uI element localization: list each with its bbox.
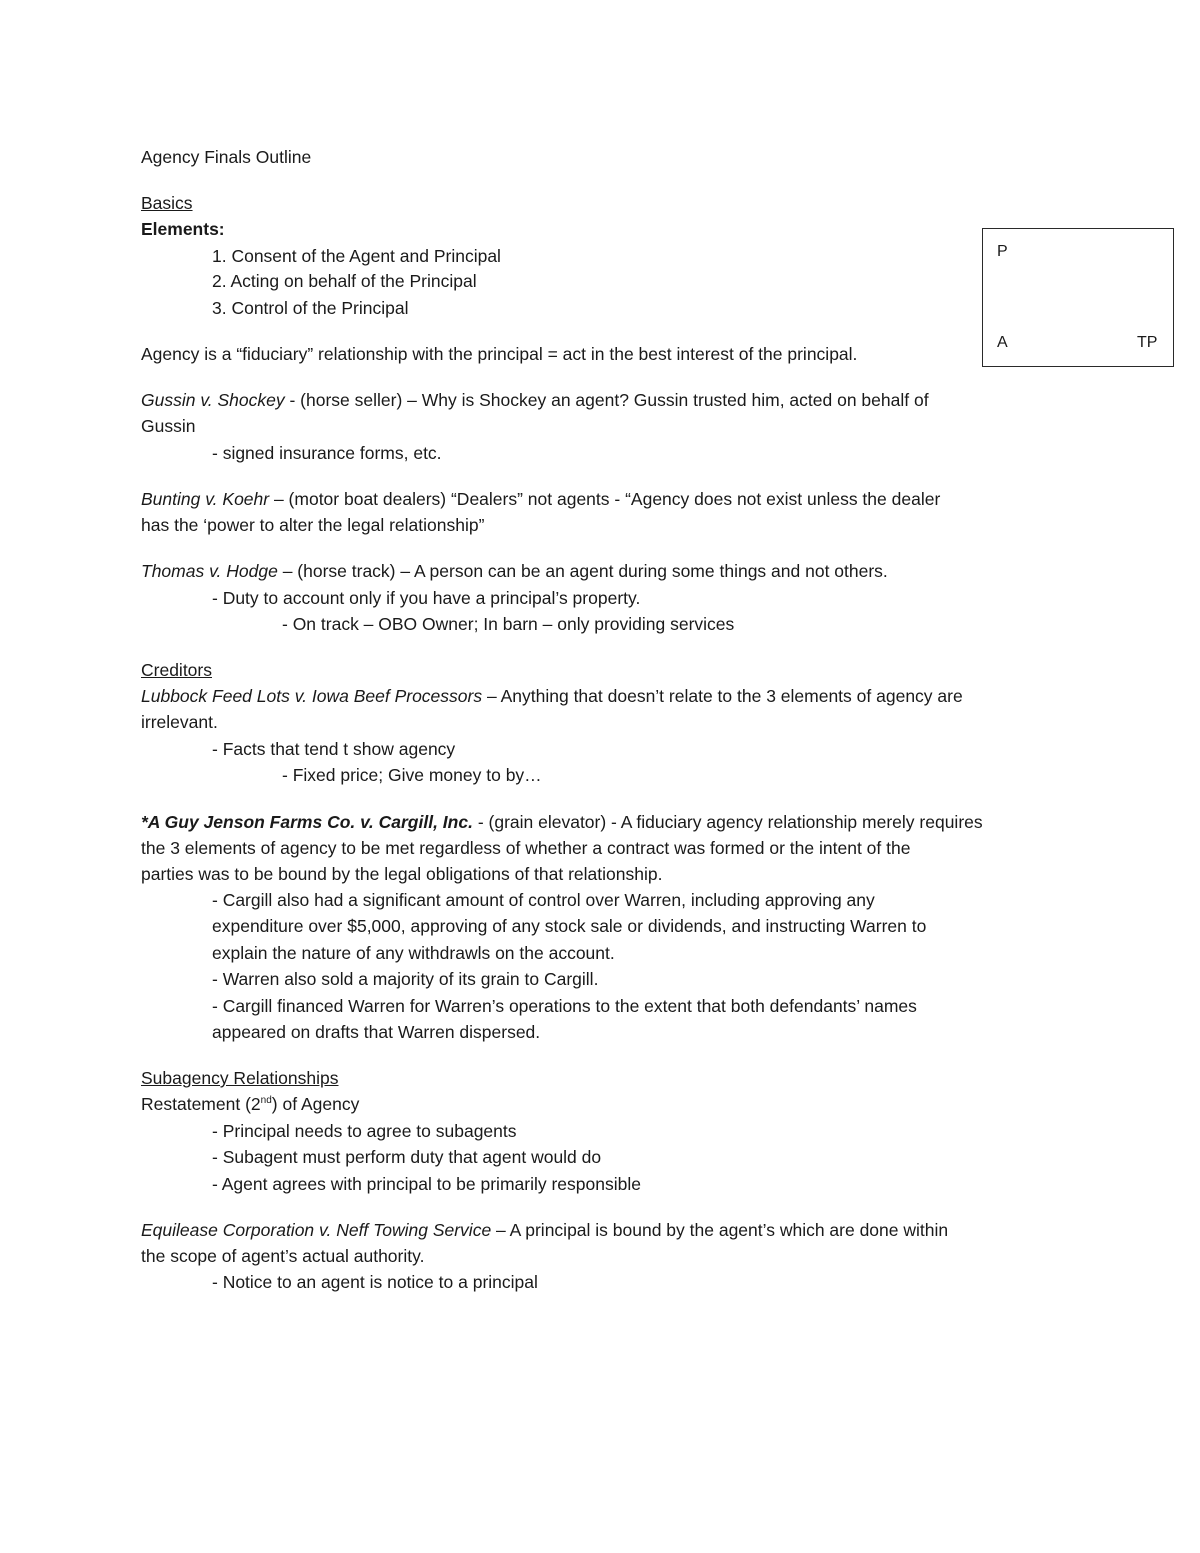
element-item-3: 3. Control of the Principal	[212, 298, 409, 318]
case-bunting-line-2: has the ‘power to alter the legal relationship”	[141, 515, 485, 535]
section-heading-subagency: Subagency Relationships	[141, 1068, 339, 1088]
case-lubbock-text: – Anything that doesn’t relate to the 3 elements of agency are	[482, 686, 963, 706]
section-heading-basics: Basics	[141, 193, 193, 213]
subagency-note-2: - Subagent must perform duty that agent would do	[212, 1147, 602, 1167]
case-cargill-bullet-3a: - Cargill financed Warren for Warren’s operations to the extent that both defendants’ names	[212, 996, 917, 1016]
case-bunting-text: – (motor boat dealers) “Dealers” not agents - “Agency does not exist unless the dealer	[269, 489, 941, 509]
case-lubbock-line-1	[141, 685, 963, 707]
case-cargill-bullet-1a: - Cargill also had a significant amount of control over Warren, including approving any	[212, 890, 875, 910]
restatement-superscript: nd	[260, 1095, 272, 1107]
document-title: Agency Finals Outline	[141, 147, 312, 167]
case-gussin-note: - signed insurance forms, etc.	[212, 443, 442, 463]
subagency-note-1: - Principal needs to agree to subagents	[212, 1121, 517, 1141]
restatement-text-end: ) of Agency	[271, 1094, 360, 1114]
case-name-equilease: Equilease Corporation v. Neff Towing Service	[141, 1220, 492, 1240]
case-bunting-line-1	[141, 488, 940, 510]
subagency-note-3: - Agent agrees with principal to be primarily responsible	[212, 1174, 641, 1194]
element-item-2: 2. Acting on behalf of the Principal	[212, 271, 477, 291]
diagram-label-p: P	[997, 243, 1008, 260]
case-gussin-text: - (horse seller) – Why is Shockey an agent? Gussin trusted him, acted on behalf of	[284, 390, 929, 410]
restatement-line	[141, 1093, 359, 1115]
case-thomas-line-1	[141, 560, 888, 582]
case-gussin-line-2: Gussin	[141, 416, 196, 436]
element-item-1: 1. Consent of the Agent and Principal	[212, 246, 501, 266]
section-heading-creditors: Creditors	[141, 660, 212, 680]
case-cargill-bullet-2: - Warren also sold a majority of its grain to Cargill.	[212, 969, 599, 989]
diagram-label-a: A	[997, 334, 1008, 351]
case-equilease-line-1	[141, 1219, 948, 1241]
case-cargill-text: - (grain elevator) - A fiduciary agency relationship merely requires	[472, 812, 983, 832]
case-name-bunting: Bunting v. Koehr	[141, 489, 270, 509]
case-thomas-note-2: - On track – OBO Owner; In barn – only providing services	[282, 614, 735, 634]
case-lubbock-note-1: - Facts that tend t show agency	[212, 739, 456, 759]
case-name-cargill: *A Guy Jenson Farms Co. v. Cargill, Inc.	[141, 812, 473, 832]
case-thomas-text: – (horse track) – A person can be an agent during some things and not others.	[277, 561, 888, 581]
diagram-label-tp: TP	[1137, 334, 1158, 351]
case-cargill-line-3: parties was to be bound by the legal obligations of that relationship.	[141, 864, 663, 884]
case-thomas-note-1: - Duty to account only if you have a principal’s property.	[212, 588, 641, 608]
restatement-text: Restatement (2	[141, 1094, 261, 1114]
case-name-lubbock: Lubbock Feed Lots v. Iowa Beef Processors	[141, 686, 483, 706]
fiduciary-definition: Agency is a “fiduciary” relationship with the principal = act in the best interest of the principal.	[141, 344, 858, 364]
case-equilease-line-2: the scope of agent’s actual authority.	[141, 1246, 425, 1266]
elements-label: Elements:	[141, 219, 225, 239]
case-name-gussin: Gussin v. Shockey	[141, 390, 285, 410]
case-equilease-text: – A principal is bound by the agent’s which are done within	[491, 1220, 949, 1240]
case-cargill-bullet-1b: expenditure over $5,000, approving of any stock sale or dividends, and instructing Warren to	[212, 916, 927, 936]
case-lubbock-line-2: irrelevant.	[141, 712, 218, 732]
case-cargill-line-2: the 3 elements of agency to be met regardless of whether a contract was formed or the intent of the	[141, 838, 911, 858]
case-cargill-line-1	[141, 811, 983, 833]
case-gussin-line-1	[141, 389, 929, 411]
agency-diagram-box	[982, 228, 1174, 367]
case-cargill-bullet-1c: explain the nature of any withdrawls on the account.	[212, 943, 615, 963]
case-equilease-note: - Notice to an agent is notice to a principal	[212, 1272, 538, 1292]
case-cargill-bullet-3b: appeared on drafts that Warren dispersed.	[212, 1022, 541, 1042]
case-name-thomas: Thomas v. Hodge	[141, 561, 278, 581]
case-lubbock-note-2: - Fixed price; Give money to by…	[282, 765, 542, 785]
